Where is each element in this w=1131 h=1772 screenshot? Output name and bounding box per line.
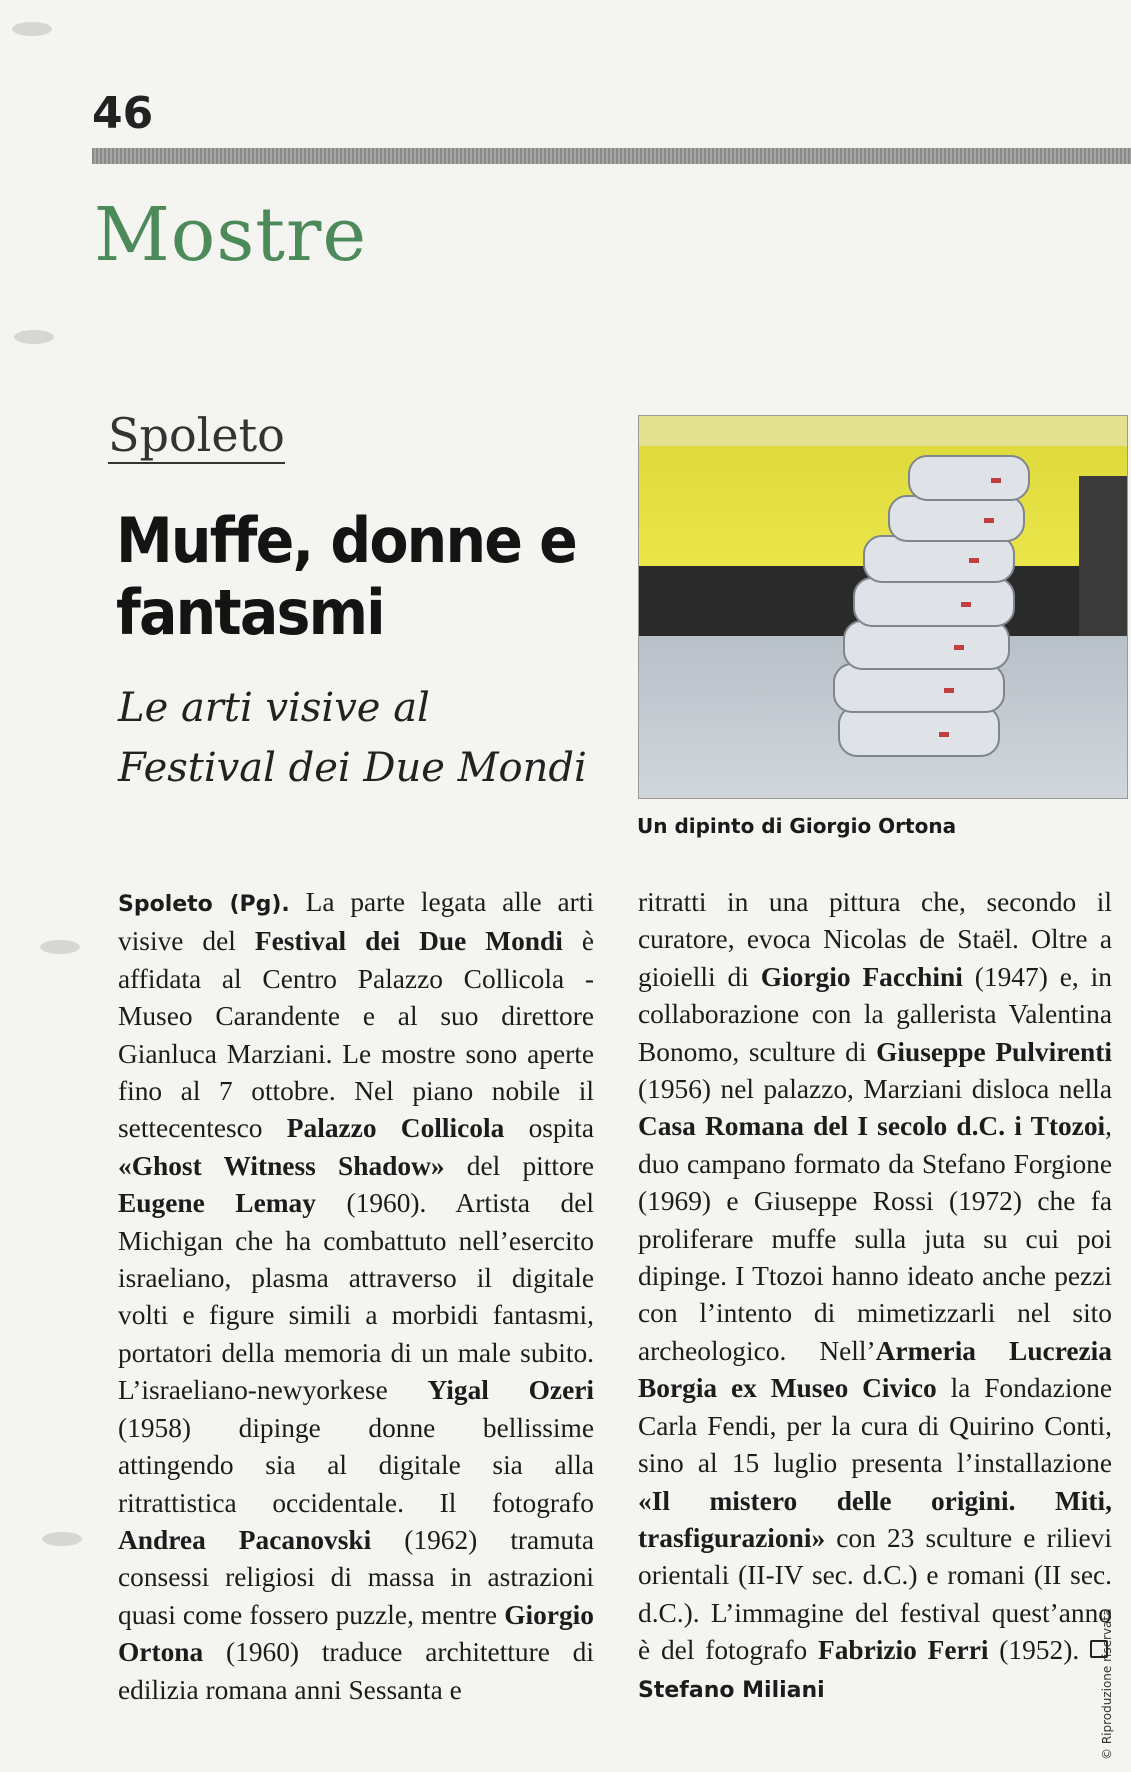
- article-text: (1956) nel palazzo, Marziani disloca nella: [638, 1074, 1112, 1105]
- article-text: è affidata al Centro Palazzo Collicola - Museo Carandente e al suo direttore Gianluca Marziani. Le mostre sono aperte fino al 7 ottobre. Nel piano nobile il settecentesco: [118, 926, 594, 1144]
- article-highlight: Andrea Pacanovski: [118, 1524, 372, 1555]
- punch-hole-mark: [14, 330, 54, 344]
- article-highlight: «Il mistero delle origini. Miti, trasfigurazioni»: [638, 1485, 1112, 1553]
- article-highlight: Giorgio Facchini: [760, 961, 963, 992]
- article-lead: Spoleto (Pg).: [118, 892, 290, 917]
- article-highlight: Palazzo Collicola: [286, 1113, 505, 1144]
- article-highlight: Giuseppe Pulvirenti: [876, 1036, 1112, 1067]
- article-text: (1962) tramuta consessi religiosi di massa in astrazioni quasi come fossero puzzle, mentre: [118, 1524, 594, 1630]
- painting-photo: [638, 415, 1128, 799]
- photo-caption: Un dipinto di Giorgio Ortona: [637, 814, 957, 838]
- article-column-left: [118, 884, 594, 1709]
- article-text: del pittore: [444, 1150, 594, 1181]
- article-text: (1958) dipinge donne bellissime attingendo sia al digitale sia alla ritrattistica occidentale. Il fotografo: [118, 1412, 594, 1518]
- article-body-right: [638, 887, 1112, 1665]
- headline: Muffe, donne e fantasmi: [116, 504, 576, 649]
- article-column-right: [638, 884, 1112, 1709]
- article-highlight: «Ghost Witness Shadow»: [118, 1150, 445, 1181]
- copyright-credit: © Riproduzione riservata: [1100, 1608, 1114, 1760]
- city-label: Spoleto: [108, 408, 285, 462]
- article-highlight: Armeria Lucrezia Borgia ex Museo Civico: [638, 1335, 1112, 1404]
- page-number: 46: [92, 88, 154, 139]
- article-text: (1947) e, in collaborazione con la gallerista Valentina Bonomo, sculture di: [638, 961, 1112, 1067]
- author-byline: Stefano Miliani: [638, 1677, 825, 1703]
- article-text: con 23 sculture e rilievi orientali (II-IV sec. d.C.) e romani (II sec. d.C.). L’immagine del festival quest’anno è del fotografo: [638, 1522, 1112, 1666]
- section-title: Mostre: [94, 192, 368, 278]
- article-highlight: Yigal Ozeri: [427, 1375, 595, 1406]
- article-text: ritratti in una pittura che, secondo il curatore, evoca Nicolas de Staël. Oltre a gioielli di: [638, 887, 1112, 992]
- article-highlight: Festival dei Due Mondi: [254, 926, 563, 957]
- header-rule: [92, 148, 1131, 164]
- subtitle: Le arti visive al Festival dei Due Mondi: [118, 685, 587, 791]
- article-body-left: [118, 887, 594, 1705]
- article-text: (1960) traduce architetture di edilizia romana anni Sessanta e: [118, 1637, 594, 1705]
- painting-image: [639, 416, 1127, 798]
- article-highlight: Fabrizio Ferri: [817, 1635, 989, 1666]
- article-text: la Fondazione Carla Fendi, per la cura di Quirino Conti, sino al 15 luglio presenta l’installazione: [638, 1373, 1112, 1479]
- article-text: [1005, 1111, 1014, 1141]
- article-text: ospita: [504, 1113, 594, 1144]
- article-text: (1960). Artista del Michigan che ha combattuto nell’esercito israeliano, plasma attraverso il digitale volti e figure simili a morbidi fantasmi, portatori della memoria di un male subito. L’israeliano-newyorkese: [118, 1188, 594, 1406]
- article-text: (1952).: [988, 1635, 1090, 1666]
- punch-hole-mark: [40, 940, 80, 954]
- article-highlight: i Ttozoi: [1014, 1111, 1106, 1142]
- article-text: La parte legata alle arti visive del: [118, 887, 594, 957]
- article-highlight: Casa Romana del I secolo d.C.: [638, 1111, 1006, 1142]
- punch-hole-mark: [12, 22, 52, 36]
- punch-hole-mark: [42, 1532, 82, 1546]
- article-text: , duo campano formato da Stefano Forgione (1969) e Giuseppe Rossi (1972) che fa proliferare muffe sulla juta su cui poi dipinge. I Ttozoi hanno ideato anche pezzi con l’intento di mimetizzarli nel sito archeologico. Nell’: [638, 1111, 1112, 1366]
- article-highlight: Giorgio Ortona: [118, 1599, 594, 1668]
- article-highlight: Eugene Lemay: [118, 1188, 316, 1219]
